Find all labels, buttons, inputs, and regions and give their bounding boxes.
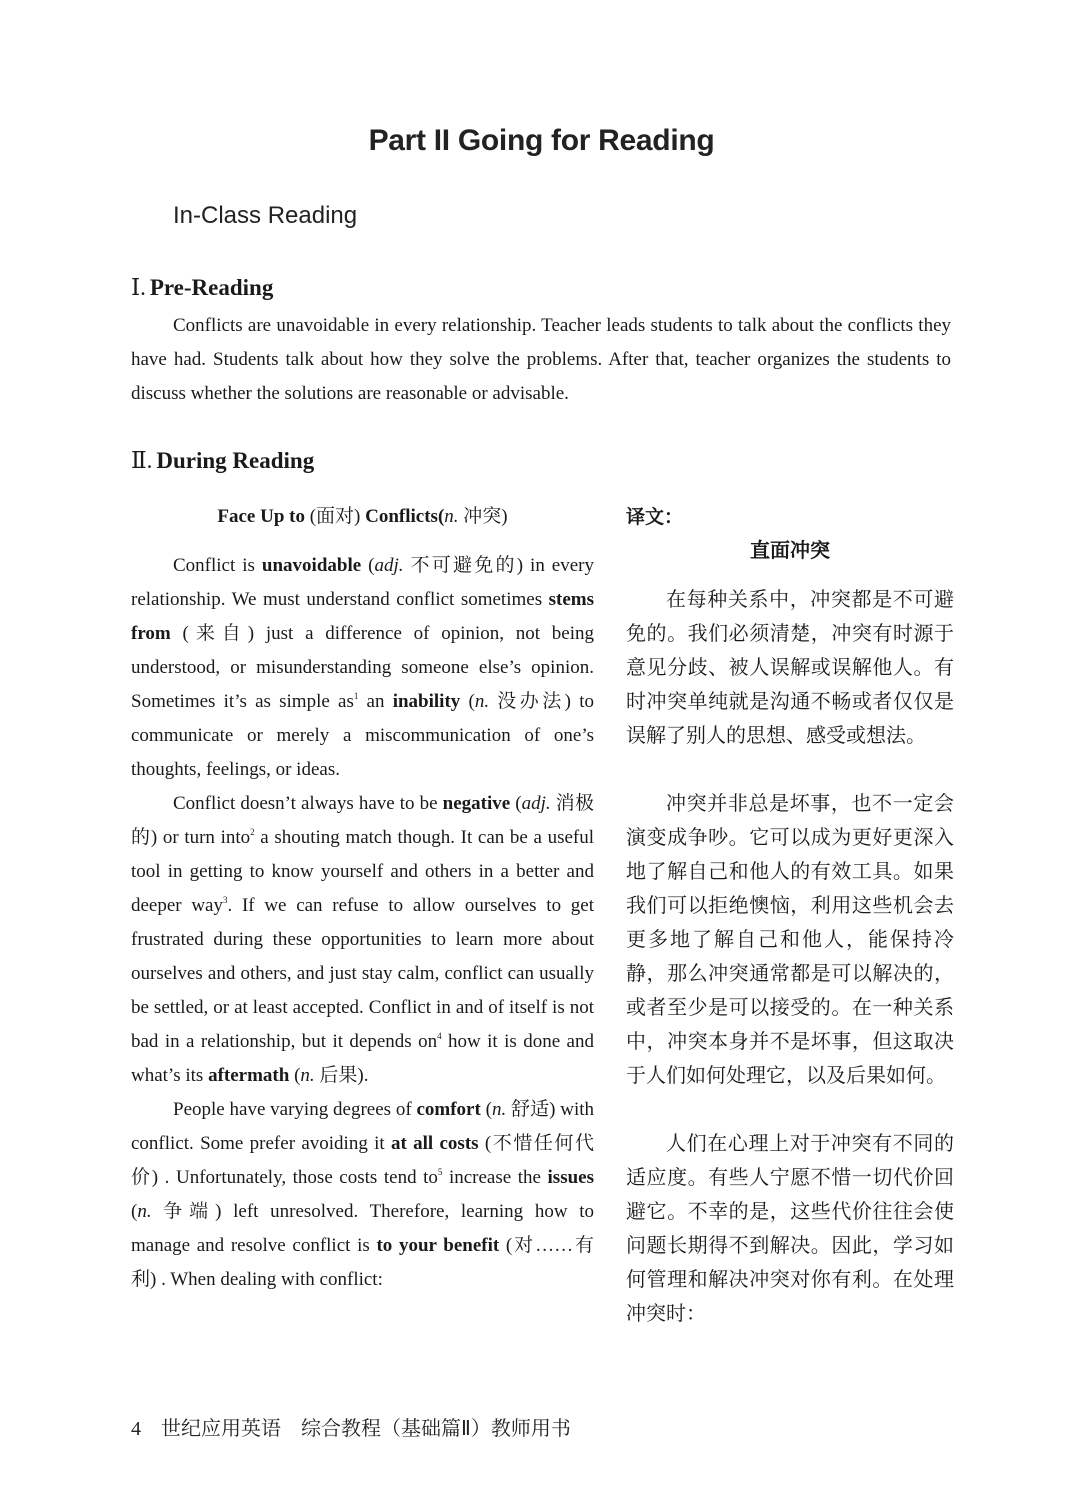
vocab-term: at all costs <box>391 1133 479 1154</box>
translation-label: 译文： <box>626 506 684 528</box>
text-run: 没办法) to communicate or merely a miscommunication of one’s thoughts, feelings, or ideas. <box>131 691 594 780</box>
passage-title <box>131 500 594 534</box>
vocab-term: unavoidable <box>261 555 362 576</box>
text-run: ( <box>480 1099 492 1120</box>
text-run: ( <box>289 1065 301 1086</box>
part-of-speech: n. <box>474 691 490 712</box>
vocab-term: to your benefit <box>376 1235 500 1256</box>
text-run: 后果). <box>314 1065 369 1086</box>
part-of-speech: n. <box>137 1201 152 1222</box>
text-run: increase the <box>442 1167 548 1188</box>
translation-paragraph-2: 冲突并非总是坏事，也不一定会演变成争吵。它可以成为更好更深入地了解自己和他人的有效工具。如果我们可以拒绝懊恼，利用这些机会去更多地了解自己和他人，能保持冷静，那么冲突通常都是可以解决的，或者至少是可以接受的。在一种关系中，冲突本身并不是坏事，但这取决于人们如何处理它，以及后果如何。 <box>626 793 954 1087</box>
text-run: ( <box>460 691 475 712</box>
vocab-term: comfort <box>416 1099 481 1120</box>
text-run: ( <box>510 793 522 814</box>
part-of-speech: n. <box>300 1065 315 1086</box>
text-run: (不惜任何代价) . Unfortunately, those costs tend to <box>131 1133 594 1188</box>
text-run: 不可避免的) in every relationship. We must understand conflict sometimes <box>131 555 594 610</box>
passage-title-part: 冲突) <box>458 506 508 527</box>
pre-reading-heading <box>131 275 273 301</box>
passage-paragraph-1 <box>131 549 594 787</box>
translation-paragraph-3: 人们在心理上对于冲突有不同的适应度。有些人宁愿不惜一切代价回避它。不幸的是，这些代价往往会使问题长期得不到解决。因此，学习如何管理和解决冲突对你有利。在处理冲突时： <box>626 1133 954 1325</box>
vocab-term: negative <box>442 793 511 814</box>
text-run: . If we can refuse to allow ourselves to get frustrated during these opportunities to learn more about ourselves and others, and just stay calm, conflict can usually be settled, or at least accepted. Conflict in and of itself is not bad in a relationship, but it depends on <box>131 895 594 1052</box>
footnote-marker: 4 <box>437 1031 442 1041</box>
pre-reading-title: Pre-Reading <box>149 275 274 300</box>
text-run: Conflict is <box>173 555 262 576</box>
page-footer <box>131 1412 571 1441</box>
text-run: a shouting match though. It can be a useful tool in getting to know yourself and others in a better and deeper way <box>131 827 595 916</box>
translation-column <box>626 500 954 1331</box>
footnote-marker: 3 <box>223 895 228 905</box>
passage-column <box>131 500 594 1297</box>
vocab-term: aftermath <box>208 1065 290 1086</box>
text-run: 舒适) with conflict. Some prefer avoiding it <box>131 1099 595 1154</box>
text-run: Conflict doesn’t always have to be <box>173 793 443 814</box>
passage-title-part: n. <box>444 506 459 527</box>
text-run: (来自) just a difference of opinion, not being understood, or misunderstanding someone else’s opinion. Sometimes it’s as simple as <box>131 623 594 712</box>
footnote-marker: 1 <box>353 691 359 701</box>
part-of-speech: adj. <box>521 793 551 814</box>
vocab-term: inability <box>392 691 461 712</box>
text-run: ( <box>131 1201 138 1222</box>
text-run: People have varying degrees of <box>173 1099 417 1120</box>
text-run: 争端) left unresolved. Therefore, learning how to manage and resolve conflict is <box>131 1201 594 1256</box>
passage-title-part: (面对) <box>304 506 366 527</box>
vocab-term: stems from <box>131 589 594 644</box>
footnote-marker: 5 <box>437 1167 443 1177</box>
vocab-term: issues <box>547 1167 594 1188</box>
pre-reading-numeral: Ⅰ. <box>131 275 146 300</box>
footnote-marker: 2 <box>250 827 255 837</box>
book-title: 世纪应用英语 综合教程（基础篇Ⅱ）教师用书 <box>161 1416 571 1440</box>
part-title: Part II Going for Reading <box>368 124 715 157</box>
passage-title-part: Face Up to <box>217 506 305 527</box>
translation-title: 直面冲突 <box>750 540 830 562</box>
pre-reading-text: Conflicts are unavoidable in every relationship. Teacher leads students to talk about the conflicts they have had. Students talk about how they solve the problems. After that, teacher organizes the students to discuss whether the solutions are reasonable or advisable. <box>131 315 951 404</box>
during-reading-title: During Reading <box>156 448 315 473</box>
text-run: ( <box>361 555 375 576</box>
part-of-speech: adj. <box>374 555 404 576</box>
text-run: an <box>358 691 393 712</box>
during-reading-numeral: Ⅱ. <box>131 448 153 473</box>
passage-paragraph-2 <box>131 787 594 1093</box>
translation-paragraph-1: 在每种关系中，冲突都是不可避免的。我们必须清楚，冲突有时源于意见分歧、被人误解或误解他人。有时冲突单纯就是沟通不畅或者仅仅是误解了别人的思想、感受或想法。 <box>626 589 954 747</box>
text-run: how it is done and what’s its <box>131 1031 594 1086</box>
text-run: 消极的) or turn into <box>131 793 594 848</box>
during-reading-heading <box>131 448 314 474</box>
passage-paragraph-3 <box>131 1093 594 1297</box>
text-run: (对……有利) . When dealing with conflict: <box>131 1235 594 1290</box>
page-number: 4 <box>131 1418 141 1440</box>
passage-title-part: Conflicts( <box>365 506 445 527</box>
subsection-title: In-Class Reading <box>173 202 358 229</box>
part-of-speech: n. <box>491 1099 507 1120</box>
